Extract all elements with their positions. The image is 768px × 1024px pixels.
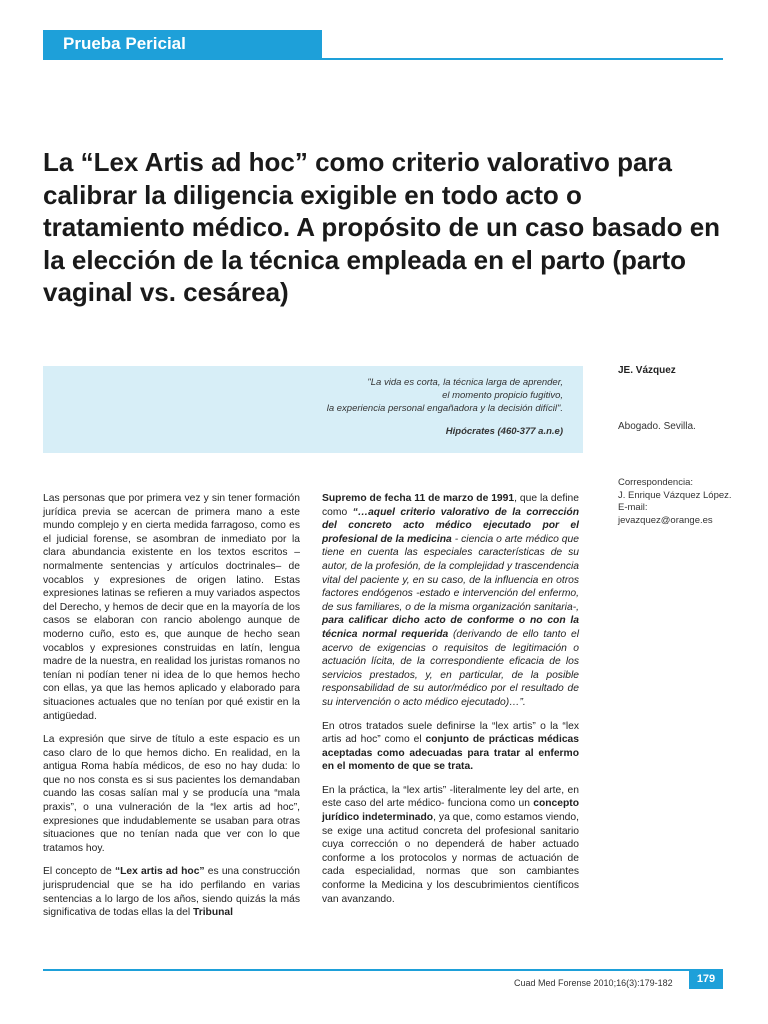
- author-affiliation: Abogado. Sevilla.: [618, 421, 696, 432]
- footer-divider: [43, 969, 723, 971]
- paragraph: [322, 720, 579, 774]
- journal-citation: Cuad Med Forense 2010;16(3):179-182: [514, 978, 673, 988]
- epigraph-box: [43, 366, 583, 453]
- article-title: La “Lex Artis ad hoc” como criterio valorativo para calibrar la diligencia exigible en todo acto o tratamiento médico. A propósito de un caso basado en la elección de la técnica empleada en el parto (parto vaginal vs. cesárea): [43, 147, 721, 307]
- text-run-bold: concepto jurídico indeterminado: [322, 798, 579, 824]
- email-address[interactable]: jevazquez@orange.es: [618, 514, 713, 526]
- paragraph: [322, 492, 579, 710]
- paragraph: La expresión que sirve de título a este espacio es un caso claro de lo que hemos dicho. En realidad, en la antigua Roma había médicos, de eso no hay duda: lo que no nos consta es si sus pacientes los demandaban cuando las cosas salían mal y se producía una “mala praxis”, o una vulneración de la “lex artis ad hoc”, expresiones que indudablemente se usaban para otras situaciones que no tenían nada que ver con lo que tratamos hoy.: [43, 734, 300, 854]
- section-divider: [43, 58, 723, 60]
- author-name: JE. Vázquez: [618, 365, 676, 376]
- correspondence-label: Correspondencia:: [618, 477, 693, 488]
- email-label: E-mail:: [618, 502, 648, 513]
- epigraph-line-2: el momento propicio fugitivo,: [442, 390, 563, 401]
- body-column-left: [43, 492, 300, 930]
- correspondence: [618, 477, 732, 527]
- paragraph: [43, 865, 300, 919]
- text-run-bold-italic: “…aquel criterio valorativo de la corrección del concreto acto médico ejecutado por el profesional de la medicina: [322, 506, 579, 545]
- text-run-bold: Supremo de fecha 11 de marzo de 1991: [322, 493, 515, 504]
- page-number: 179: [689, 969, 723, 989]
- epigraph-author: Hipócrates (460-377 a.n.e): [445, 426, 563, 437]
- section-label: Prueba Pericial: [63, 34, 186, 53]
- text-run-bold-italic: para calificar dicho acto de conforme o no con la técnica normal requerida: [322, 615, 579, 640]
- text-run-italic: (derivando de ello tanto el acervo de exigencias o requisitos de legitimación o actuación lícita, de la correspondiente eficacia de los servicios prestados, y, en particular, de la posible responsabilidad de su autor/médico por el resultado de su intervención o acto médico ejecutado)…”.: [322, 628, 579, 708]
- text-run-bold: “Lex artis ad hoc”: [114, 866, 205, 878]
- text-run: es una construcción jurisprudencial que se ha ido perfilando en varias sentencias a lo largo de los años, siendo quizás la más significativa de todas ellas la del: [43, 866, 300, 919]
- text-run: El concepto de: [43, 866, 115, 878]
- section-tab: [43, 30, 322, 58]
- correspondence-name: J. Enrique Vázquez López.: [618, 489, 732, 501]
- epigraph-line-3: la experiencia personal engañadora y la decisión difícil".: [326, 403, 563, 414]
- epigraph-line-1: "La vida es corta, la técnica larga de aprender,: [367, 377, 563, 388]
- paragraph: [322, 784, 579, 906]
- text-run-italic: - ciencia o arte médico que tiene en cuenta las especiales características de su autor, de la profesión, de la complejidad y trascendencia vital del paciente y, en su caso, de la influencia en otros factores endógenos -estado e intervención del enfermo, de sus familiares, o de la misma organización sanitaria-,: [322, 533, 580, 613]
- text-run: En la práctica, la “lex artis” -literalmente ley del arte, en este caso del arte médico- funciona como un: [322, 784, 579, 810]
- text-run-bold: conjunto de prácticas médicas aceptadas como adecuadas para tratar al enfermo en el momento de que se trata.: [322, 734, 580, 773]
- epigraph-text: [327, 376, 563, 415]
- text-run-bold: Tribunal: [192, 907, 234, 919]
- paragraph: Las personas que por primera vez y sin tener formación jurídica previa se acercan de primera mano a este mundo complejo y en cierta medida farragoso, como es el judicial forense, se asombran de inmediato por la clara abundancia existente en los textos escritos –normalmente sentencias y artículos doctrinales– de vocablos y expresiones de origen latino. Estas expresiones latinas se refieren a muy variados aspectos del Derecho, y hemos de decir que en la mayoría de los casos se elaboran con rancio abolengo aunque de moderno cuño, esto es, que aunque de hecho sean vocablos y expresiones construidas en latín, lengua madre de la nuestra, en realidad los juristas romanos no tenían ni podían tener ni idea de lo que hemos hecho con ellas, ya que las hemos aplicado y elaborado para situaciones actuales que no tenían por qué existir en la antigüedad.: [43, 493, 300, 722]
- text-run: , que la define como: [322, 493, 579, 518]
- text-run: En otros tratados suele definirse la “lex artis” o la “lex artis ad hoc” como el: [322, 720, 579, 746]
- body-column-right: [322, 492, 579, 916]
- text-run: , ya que, como estamos viendo, se exige una actitud concreta del profesional sanitario cuya corrección o no dependerá de haber actuado conforme a los protocolos y normas de actuación de cada especialidad, normas que son cambiantes conforme la Medicina y los descubrimientos científicos van avanzando.: [322, 812, 579, 905]
